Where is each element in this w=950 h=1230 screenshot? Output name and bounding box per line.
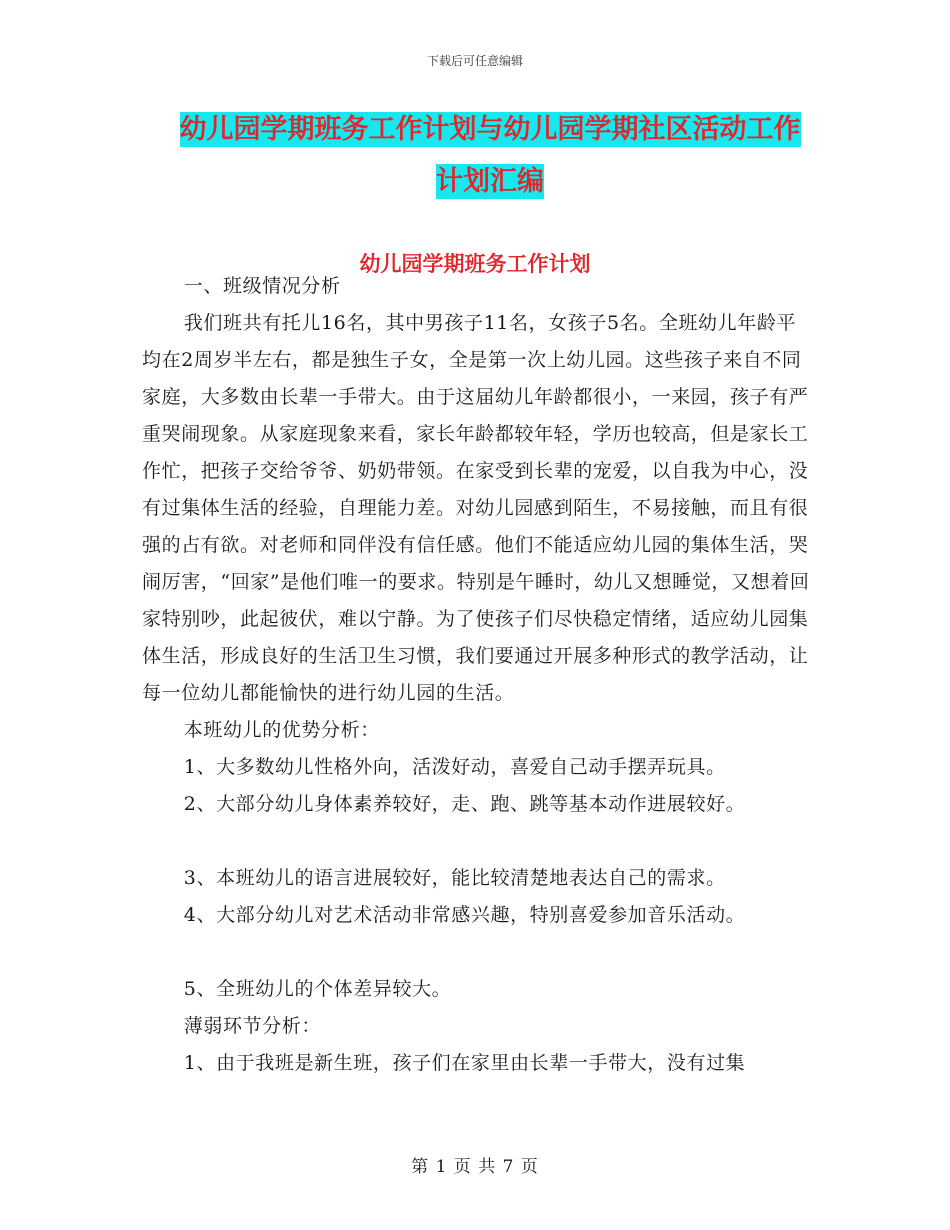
heading-class-analysis: 一、班级情况分析	[183, 275, 341, 297]
page-footer: 第 1 页 共 7 页	[411, 1157, 539, 1177]
list-item-strength-3: 3、本班幼儿的语言进展较好，能比较清楚地表达自己的需求。	[183, 867, 726, 889]
list-item-weakness-1: 1、由于我班是新生班，孩子们在家里由长辈一手带大，没有过集	[183, 1052, 746, 1074]
body-text	[142, 268, 814, 1082]
title-line-2: 计划汇编	[436, 166, 544, 197]
document-title	[150, 104, 830, 208]
list-item-strength-2: 2、大部分幼儿身体素养较好，走、跑、跳等基本动作进展较好。	[183, 793, 746, 815]
section-title: 幼儿园学期班务工作计划	[359, 251, 591, 276]
paragraph-class-overview: 我们班共有托儿16名，其中男孩子11名，女孩子5名。全班幼儿年龄平均在2周岁半左右，都是独生子女，全是第一次上幼儿园。这些孩子来自不同家庭，大多数由长辈一手带大。由于这届幼儿年龄都很小，一来园，孩子有严重哭闹现象。从家庭现象来看，家长年龄都较年轻，学历也较高，但是家长工作忙，把孩子交给爷爷、奶奶带领。在家受到长辈的宠爱，以自我为中心，没有过集体生活的经验，自理能力差。对幼儿园感到陌生，不易接触，而且有很强的占有欲。对老师和同伴没有信任感。他们不能适应幼儿园的集体生活，哭闹厉害，“回家”是他们唯一的要求。特别是午睡时，幼儿又想睡觉，又想着回家特别吵，此起彼伏，难以宁静。为了使孩子们尽快稳定情绪，适应幼儿园集体生活，形成良好的生活卫生习惯，我们要通过开展多种形式的教学活动，让每一位幼儿都能愉快的进行幼儿园的生活。	[142, 312, 810, 704]
list-item-strength-5: 5、全班幼儿的个体差异较大。	[183, 978, 452, 1000]
list-item-strength-4: 4、大部分幼儿对艺术活动非常感兴趣，特别喜爱参加音乐活动。	[183, 904, 746, 926]
title-line-1: 幼儿园学期班务工作计划与幼儿园学期社区活动工作	[179, 114, 801, 145]
spacer	[142, 823, 814, 860]
heading-strengths: 本班幼儿的优势分析：	[183, 719, 380, 741]
heading-weaknesses: 薄弱环节分析：	[183, 1015, 321, 1037]
list-item-strength-1: 1、大多数幼儿性格外向，活泼好动，喜爱自己动手摆弄玩具。	[183, 756, 726, 778]
header-note: 下载后可任意编辑	[426, 54, 523, 68]
spacer	[142, 934, 814, 971]
